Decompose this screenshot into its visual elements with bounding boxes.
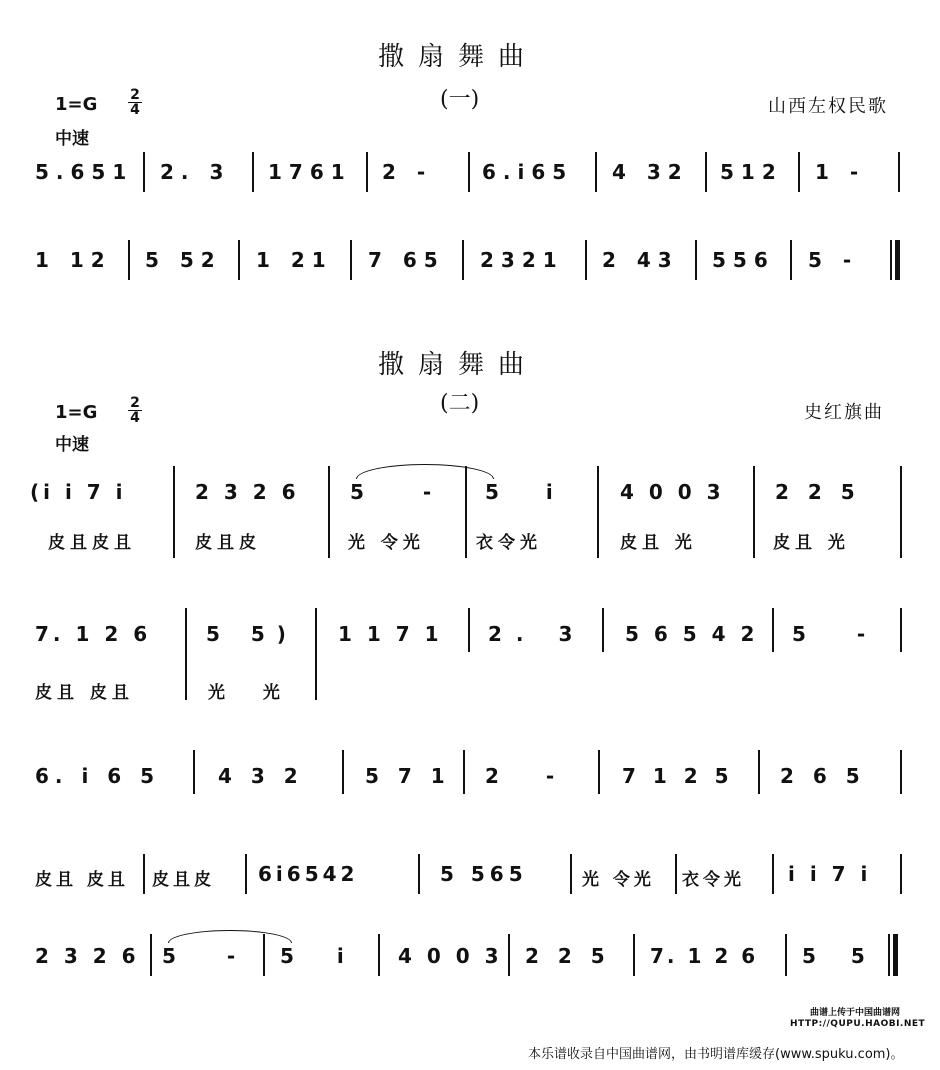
measure: 4 0 0 3 — [620, 480, 725, 504]
measure: 5 6 5 4 2 — [625, 622, 759, 646]
tie-mark — [356, 464, 494, 479]
piece1-key — [55, 94, 97, 115]
measure: (i i 7 i — [30, 480, 127, 504]
measure: 5 5) — [206, 622, 298, 646]
measure: 5 i — [485, 480, 573, 504]
measure: 556 — [712, 248, 775, 272]
measure: 2 3 2 6 — [35, 944, 140, 968]
measure: 6.i65 — [482, 160, 574, 184]
piece1-source: 山西左权民歌 — [768, 96, 888, 117]
piece1-line2 — [30, 248, 910, 278]
measure: 6. i 6 5 — [35, 764, 161, 788]
measure: 5 52 — [145, 248, 222, 272]
measure: 2 - — [382, 160, 433, 184]
piece2-line1-notes — [30, 480, 910, 510]
measure: 7. 1 2 6 — [650, 944, 759, 968]
lyric: 皮且 光 — [620, 533, 697, 553]
measure: 5 - — [350, 480, 458, 504]
measure: 2 43 — [602, 248, 679, 272]
measure: 2 6 5 — [780, 764, 866, 788]
lyric: 皮且皮 — [195, 533, 261, 553]
measure: 5 - — [808, 248, 859, 272]
key-signature: 1=G — [55, 402, 98, 423]
piece2-number: (二) — [440, 391, 480, 416]
lyric: 皮且 皮且 — [35, 870, 129, 890]
measure: 5.651 — [35, 160, 134, 184]
measure: 1761 — [268, 160, 352, 184]
lyric: 衣令光 — [476, 533, 542, 553]
measure: 4 3 2 — [218, 764, 304, 788]
lyric: 光 光 — [208, 683, 296, 703]
piece2-line4 — [30, 862, 910, 892]
final-barline — [888, 934, 899, 976]
piece1-number: (一) — [440, 87, 480, 112]
piece2-title: 撒扇舞曲 — [378, 350, 539, 380]
footer-note: 本乐谱收录自中国曲谱网，由书明谱库缓存(www.spuku.com)。 — [528, 1047, 904, 1062]
lyric: 皮且皮 — [152, 870, 215, 890]
measure: i i 7 i — [788, 862, 872, 886]
piece2-key — [55, 402, 97, 423]
piece1-time-signature: 2 4 — [128, 88, 142, 117]
lyric: 皮且 皮且 — [35, 683, 134, 703]
lyric: 皮且皮且 — [48, 533, 136, 553]
measure: 7 1 2 5 — [622, 764, 734, 788]
measure: 5 - — [162, 944, 258, 968]
measure: 6i6542 — [258, 862, 359, 886]
piece2-time-signature: 2 4 — [128, 396, 142, 425]
piece1-title: 撒扇舞曲 — [378, 42, 539, 72]
watermark-text: 曲谱上传于中国曲谱网 — [809, 1008, 900, 1018]
measure: 5 7 1 — [365, 764, 451, 788]
measure: 1 1 7 1 — [338, 622, 443, 646]
measure: 1 - — [815, 160, 866, 184]
piece1-tempo: 中速 — [55, 129, 89, 149]
site-watermark — [790, 1008, 926, 1030]
measure: 5 565 — [440, 862, 528, 886]
measure: 7. 1 2 6 — [35, 622, 152, 646]
final-barline — [890, 240, 901, 280]
measure: 5 - — [792, 622, 888, 646]
piece2-line2-lyrics — [30, 678, 910, 702]
lyric: 衣令光 — [682, 870, 745, 890]
measure: 5 i — [280, 944, 362, 968]
tie-mark — [168, 930, 292, 943]
measure: 2. 3 — [488, 622, 587, 646]
piece2-composer: 史红旗曲 — [804, 402, 884, 423]
piece2-line2-notes — [30, 622, 910, 652]
lyric: 光 令光 — [348, 533, 425, 553]
measure: 4 32 — [612, 160, 689, 184]
measure: 5 5 — [802, 944, 879, 968]
measure: 2 - — [485, 764, 575, 788]
key-signature: 1=G — [55, 94, 98, 115]
piece2-line3-notes — [30, 764, 910, 794]
measure: 2 2 5 — [775, 480, 861, 504]
piece1-line1 — [30, 160, 910, 190]
watermark-url: HTTP://QUPU.HAOBI.NET — [790, 1019, 926, 1029]
measure: 2321 — [480, 248, 564, 272]
measure: 7 65 — [368, 248, 445, 272]
piece2-line1-lyrics — [30, 528, 910, 552]
measure: 1 12 — [35, 248, 112, 272]
measure: 512 — [720, 160, 783, 184]
measure: 2 3 2 6 — [195, 480, 300, 504]
piece2-line5-notes — [30, 944, 910, 974]
measure: 2. 3 — [160, 160, 231, 184]
piece2-tempo: 中速 — [55, 435, 89, 455]
measure: 4 0 0 3 — [398, 944, 503, 968]
lyric: 皮且 光 — [773, 533, 850, 553]
measure: 1 21 — [256, 248, 333, 272]
lyric: 光 令光 — [582, 870, 655, 890]
measure: 2 2 5 — [525, 944, 611, 968]
